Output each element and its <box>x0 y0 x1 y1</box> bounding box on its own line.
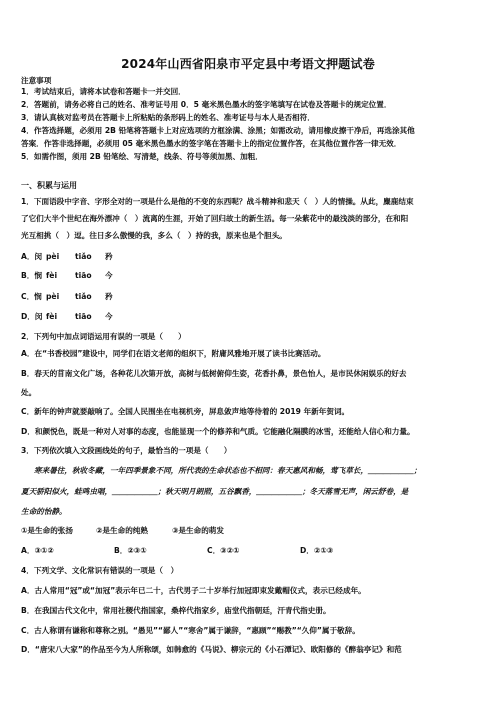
q1-option-b[interactable]: B．悯 fèi tiāo 今 <box>21 271 113 280</box>
q4-option-d[interactable]: D．“唐宋八大家”的作品至今为人所称颂，如韩愈的《马说》、柳宗元的《小石潭记》、欧阳修的《醉翁亭记》和范 <box>21 645 402 654</box>
q3-choice: ②是生命的纯熟 <box>96 526 148 535</box>
q2-option-c[interactable]: C．新年的钟声就要敲响了。全国人民围坐在电视机旁，屏息敛声地等待着的 2019 年新年贺词。 <box>21 407 350 416</box>
q2-option-b-cont: 处。 <box>21 388 37 397</box>
page-title: 2024年山西省阳泉市平定县中考语文押题试卷 <box>121 57 375 71</box>
q1-line: 了它们大半个世纪在海外漂冲（ ）流离的生涯，开始了回归故土的新生活。每一朵紫花中的最浅淡的部分，在和阳 <box>21 214 409 223</box>
q3-option-b: B．②③① <box>114 546 147 555</box>
section-heading: 一、积累与运用 <box>21 181 77 190</box>
notice-3: 3．请认真核对监考员在答题卡上所粘贴的条形码上的姓名、准考证号与本人是否相符． <box>21 113 315 122</box>
q3-passage: 寒来暑往，秋收冬藏，一年四季景象不同，所代表的生命状态也不相同：春天惠风和畅，莺飞草长，＿＿＿＿＿＿； <box>34 466 422 475</box>
q3-option-c: C．③②① <box>207 546 240 555</box>
notice-heading: 注意事项 <box>21 76 52 85</box>
q3-option-d: D．②①③ <box>300 546 334 555</box>
q4-option-c[interactable]: C．古人称谓有谦称和尊称之别。“愚见”“鄙人”“寒舍”属于谦辞，“惠顾”“赐教”“久仰”属于敬辞。 <box>21 626 360 635</box>
notice-4-cont: 答案．作答非选择题，必须用 05 毫米黑色墨水的签字笔在答题卡上的指定位置作答，在其他位置作答一律无效． <box>21 139 402 148</box>
q1-option-d[interactable]: D．闵 fèi tiāo 今 <box>21 312 113 321</box>
q1-option-a[interactable]: A．闵 pèi tiǎo 矜 <box>21 252 113 261</box>
q1-line: 光互相挑（ ）逗。往日多么傲慢的我，多么（ ）持的我，原来也是个胆头。 <box>21 231 287 240</box>
q4-stem: 4．下列文学、文化常识有错误的一项是（ ） <box>21 566 179 575</box>
q2-stem: 2．下列句中加点词语运用有误的一项是（ ） <box>21 332 186 341</box>
q2-option-a[interactable]: A．在“书香校园”建设中，同学们在语文老师的组织下，附庸风雅地开展了读书比赛活动。 <box>21 349 326 358</box>
q4-option-a[interactable]: A．古人常用“冠”或“加冠”表示年已二十，古代男子二十岁举行加冠即束发戴帽仪式，表示已经成年。 <box>21 586 366 595</box>
q3-passage: 夏天骄阳似火，蛙鸣虫唱，＿＿＿＿＿＿；秋天明月朗照，五谷飘香，＿＿＿＿＿＿；冬天落雪无声，闲云舒卷，是 <box>21 487 409 496</box>
q3-choice: ①是生命的张扬 <box>21 526 73 535</box>
q2-option-d[interactable]: D．和颜悦色，既是一种对人对事的态度，也能显现一个的修养和气质。它能融化隔膜的冰雪，还能给人信心和力量。 <box>21 427 415 436</box>
notice-4: 4．作答选择题，必须用 2B 铅笔将答题卡上对应选项的方框涂满、涂黑；如需改动，请用橡皮擦干净后，再选涂其他 <box>21 126 415 135</box>
q2-option-b[interactable]: B．春天的苜南文化广场，各种花儿次第开放，高树与低树俯仰生姿，花香扑鼻，景色怡人，是市民休闲娱乐的好去 <box>21 369 407 378</box>
q1-option-c[interactable]: C．悯 pèi tiǎo 矜 <box>21 292 113 301</box>
notice-1: 1．考试结束后，请将本试卷和答题卡一并交回． <box>21 87 186 96</box>
q3-stem: 3．下列依次填入文段画线处的句子，最恰当的一项是（ ） <box>21 446 232 455</box>
q1-line: 1．下面语段中字音、字形全对的一项是什么是他的不变的东西呢？战斗精神和悲天（ ）人的情操。从此，麋鹿结束 <box>21 197 414 206</box>
notice-5: 5．如需作图，须用 2B 铅笔绘、写清楚，线条、符号等须加黑、加粗． <box>21 152 263 161</box>
q3-choice: ③是生命的萌发 <box>172 526 224 535</box>
notice-2: 2．答题前，请务必将自己的姓名、准考证号用 0．5 毫米黑色墨水的签字笔填写在试卷及答题卡的规定位置． <box>21 100 392 109</box>
q3-passage: 生命的怡静。 <box>21 507 67 516</box>
q3-options[interactable] <box>21 545 333 556</box>
q3-option-a: A．③①② <box>21 546 54 555</box>
q4-option-b[interactable]: B．在我国古代文化中，常用社稷代指国家，桑梓代指家乡，庙堂代指朝廷，汗青代指史册。 <box>21 606 331 615</box>
q3-choices <box>21 525 224 536</box>
